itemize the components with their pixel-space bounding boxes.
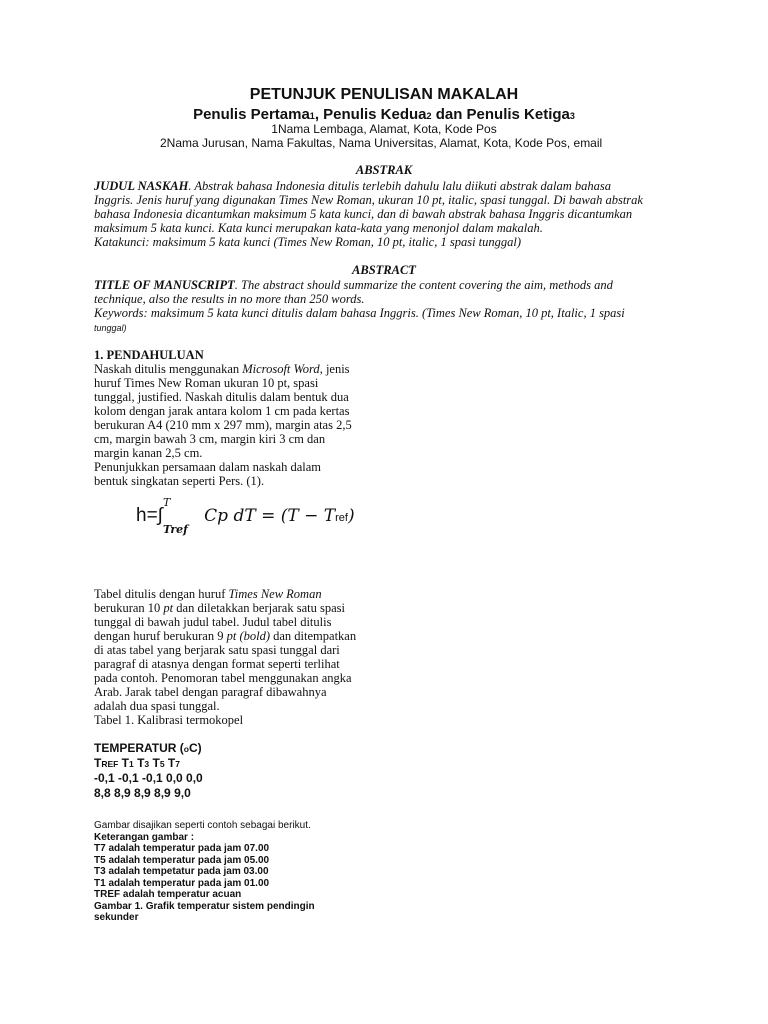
- body-text: , jenis: [319, 362, 350, 376]
- body-line: [94, 362, 374, 376]
- author-3-affil-index: 3: [569, 111, 575, 121]
- section-heading-pendahuluan: 1. PENDAHULUAN: [94, 348, 204, 362]
- abstrak-line: maksimum 5 kata kunci. Kata kunci merupakan kata-kata yang menonjol dalam makalah.: [94, 221, 543, 235]
- body-text-italic: pt: [163, 601, 174, 615]
- col-label-sub: REF: [101, 759, 119, 769]
- author-1: Penulis Pertama: [193, 106, 310, 123]
- figure-legend: [94, 820, 394, 924]
- figure-caption-text: sekunder: [94, 912, 139, 923]
- legend-item-text: T5 adalah temperatur pada jam 05.00: [94, 854, 270, 866]
- body-text: Tabel ditulis dengan huruf: [94, 587, 229, 601]
- abstract-line: technique, also the results in no more than 250 words.: [94, 292, 365, 306]
- abstract-heading: ABSTRACT: [352, 263, 416, 277]
- col-label: T: [133, 756, 145, 770]
- equation-close: ): [347, 506, 355, 526]
- abstrak-body: [94, 179, 654, 249]
- col-label-sub: 1: [129, 759, 134, 769]
- pendahuluan-body: [94, 362, 374, 488]
- legend-title: [94, 832, 394, 844]
- legend-item: [94, 855, 394, 867]
- body-text: berukuran 10: [94, 601, 164, 615]
- figure-intro: Gambar disajikan seperti contoh sebagai berikut.: [94, 820, 311, 831]
- figure-caption: [94, 901, 394, 913]
- figure-caption-text: Gambar 1. Grafik temperatur sistem pendingin: [94, 900, 315, 912]
- figure-caption-cont: [94, 912, 394, 924]
- abstract-line-text: . The abstract should summarize the content covering the aim, methods and: [234, 278, 613, 292]
- paper-title: PETUNJUK PENULISAN MAKALAH: [249, 86, 519, 103]
- body-line: [94, 587, 374, 601]
- abstract-line: [94, 278, 654, 292]
- legend-item: [94, 843, 394, 855]
- legend-item: [94, 866, 394, 878]
- body-line: [94, 629, 374, 643]
- body-line: Arab. Jarak tabel dengan paragraf dibawahnya: [94, 685, 327, 699]
- body-line: di atas tabel yang berjarak satu spasi tunggal dari: [94, 643, 340, 657]
- body-line: huruf Times New Roman ukuran 10 pt, spasi: [94, 376, 319, 390]
- integral-lower-limit: Tref: [163, 523, 188, 536]
- body-line: berukuran A4 (210 mm x 297 mm), margin atas 2,5: [94, 418, 352, 432]
- abstract-body: [94, 278, 654, 335]
- body-text: dengan huruf berukuran 9: [94, 629, 227, 643]
- body-line: tunggal, justified. Naskah ditulis dalam bentuk dua: [94, 390, 349, 404]
- body-line: paragraf di atasnya dengan format seperti terlihat: [94, 657, 340, 671]
- table-caption: Tabel 1. Kalibrasi termokopel: [94, 713, 244, 727]
- abstract-keywords-tail: [94, 320, 654, 335]
- abstrak-line: bahasa Indonesia dicantumkan maksimum 5 kata kunci, dan di bawah abstrak bahasa Inggris dicantumkan: [94, 207, 633, 221]
- legend-item-text: T7 adalah temperatur pada jam 07.00: [94, 843, 270, 854]
- abstrak-line: [94, 179, 654, 193]
- legend-item-text: TREF adalah temperatur acuan: [94, 889, 242, 900]
- body-line: [94, 601, 374, 615]
- abstract-title-label: TITLE OF MANUSCRIPT: [94, 278, 235, 292]
- body-text: dan diletakkan berjarak satu spasi: [173, 601, 345, 615]
- body-text: dan ditempatkan: [270, 629, 357, 643]
- col-label-sub: 3: [144, 759, 150, 769]
- col-label-sub: 5: [159, 759, 165, 769]
- body-line: margin kanan 2,5 cm.: [94, 446, 203, 460]
- equation-body: Cp dT = (T − T: [204, 506, 336, 526]
- col-label: T: [94, 756, 102, 770]
- author-1-affil-index: 1: [309, 111, 315, 121]
- integral-upper-limit: T: [163, 496, 171, 509]
- legend-item: [94, 878, 394, 890]
- body-line: bentuk singkatan seperti Pers. (1).: [94, 474, 265, 488]
- col-label: T: [118, 756, 130, 770]
- body-text: Naskah ditulis menggunakan: [94, 362, 243, 376]
- equation-1: [136, 496, 355, 536]
- body-text-italic: Microsoft Word: [242, 362, 320, 376]
- table-paragraph: [94, 587, 374, 727]
- equation-subscript: ref: [335, 512, 348, 524]
- col-label: T: [149, 756, 160, 770]
- legend-item: [94, 889, 394, 901]
- body-text-italic: pt (bold): [226, 629, 270, 643]
- legend-title-text: Keterangan gambar :: [94, 831, 195, 843]
- author-list: [0, 106, 768, 123]
- legend-item-text: T1 adalah temperatur pada jam 01.00: [94, 877, 270, 889]
- table-column-labels: [94, 756, 180, 770]
- author-3: dan Penulis Ketiga: [431, 106, 570, 123]
- body-line: pada contoh. Penomoran tabel menggunakan angka: [94, 671, 352, 685]
- body-line: kolom dengan jarak antara kolom 1 cm pada kertas: [94, 404, 350, 418]
- equation-lhs: h=∫: [136, 505, 163, 526]
- abstrak-line: Inggris. Jenis huruf yang digunakan Times New Roman, ukuran 10 pt, italic, spasi tunggal. Di bawah abstrak: [94, 193, 643, 207]
- body-line: cm, margin bawah 3 cm, margin kiri 3 cm dan: [94, 432, 326, 446]
- affiliation-2: 2Nama Jurusan, Nama Fakultas, Nama Universitas, Alamat, Kota, Kode Pos, email: [160, 136, 603, 150]
- col-label-sub: 7: [175, 759, 180, 769]
- body-text-italic: Times New Roman: [228, 587, 322, 601]
- author-2-affil-index: 2: [426, 111, 432, 121]
- col-label: T: [164, 756, 176, 770]
- degree-symbol: o: [183, 744, 189, 754]
- author-2: , Penulis Kedua: [314, 106, 427, 123]
- abstrak-keywords: Katakunci: maksimum 5 kata kunci (Times New Roman, 10 pt, italic, 1 spasi tunggal): [94, 235, 522, 249]
- table-header-text: C): [188, 741, 202, 755]
- table-row: 8,8 8,9 8,9 8,9 9,0: [94, 786, 191, 800]
- abstrak-line-text: . Abstrak bahasa Indonesia ditulis terlebih dahulu lalu diikuti abstrak dalam bahasa: [188, 179, 612, 193]
- abstrak-heading: ABSTRAK: [355, 163, 413, 177]
- legend-item-text: T3 adalah tempetatur pada jam 03.00: [94, 866, 269, 877]
- abstract-keywords: Keywords: maksimum 5 kata kunci ditulis dalam bahasa Inggris. (Times New Roman, 10 pt, Italic, 1 spasi: [94, 306, 625, 320]
- body-line: adalah dua spasi tunggal.: [94, 699, 220, 713]
- abstrak-title-label: JUDUL NASKAH: [94, 179, 189, 193]
- affiliation-1: 1Nama Lembaga, Alamat, Kota, Kode Pos: [271, 122, 497, 136]
- table-row: -0,1 -0,1 -0,1 0,0 0,0: [94, 771, 203, 785]
- table-header: [94, 741, 202, 755]
- table-header-text: TEMPERATUR (: [94, 741, 184, 755]
- abstract-keywords-tail-text: tunggal): [94, 323, 127, 333]
- body-line: Penunjukkan persamaan dalam naskah dalam: [94, 460, 322, 474]
- body-line: tunggal di bawah judul tabel. Judul tabel ditulis: [94, 615, 332, 629]
